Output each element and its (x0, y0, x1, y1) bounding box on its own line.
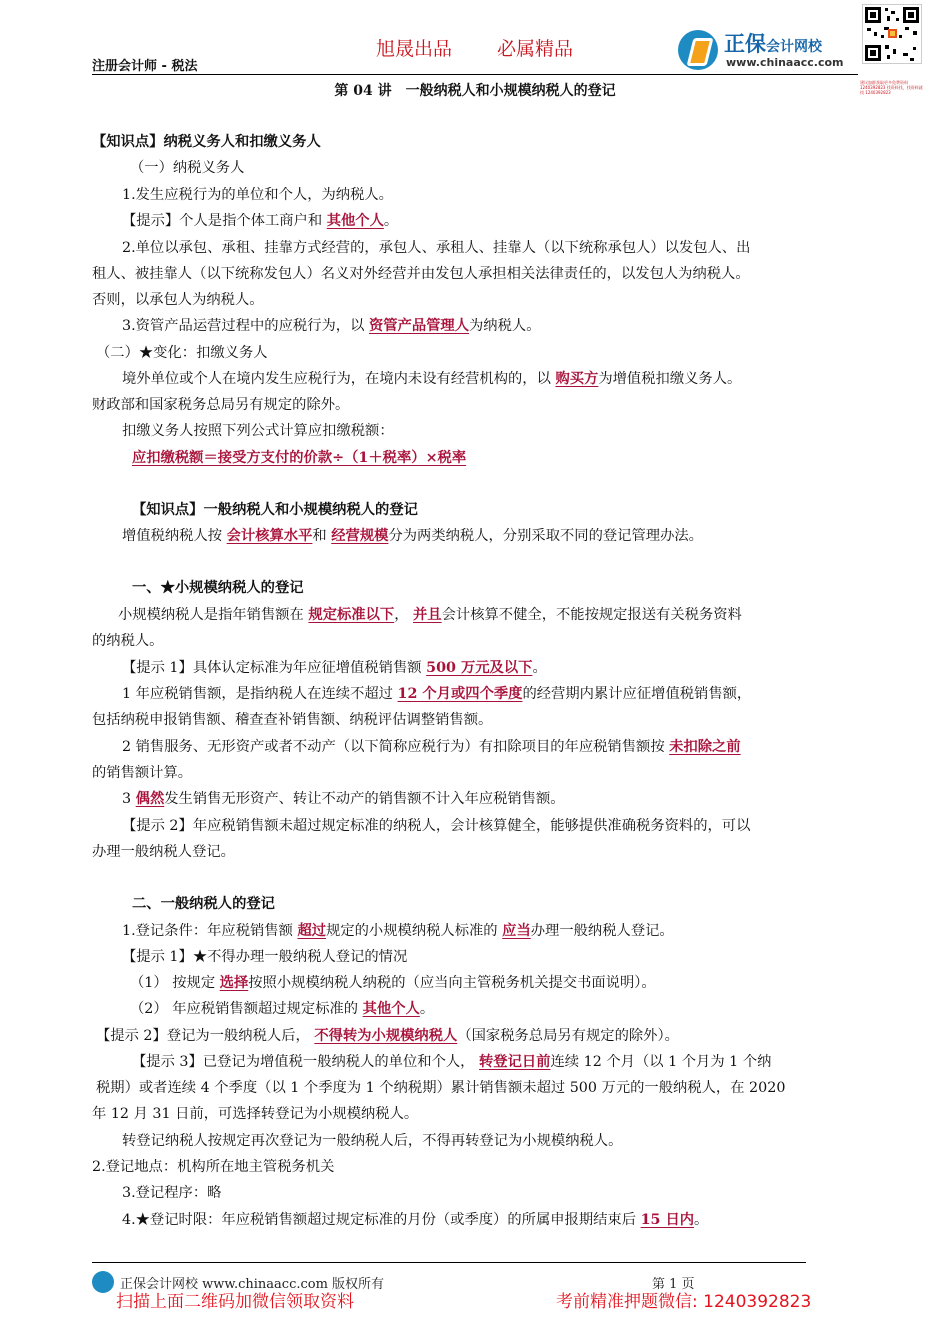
paragraph: 办理一般纳税人登记。 (92, 844, 235, 860)
paragraph: 1.登记条件：年应税销售额 超过规定的小规模纳税人标准的 应当办理一般纳税人登记。 (122, 923, 674, 939)
tip-line: 【提示 1】具体认定标准为年应征增值税销售额 500 万元及以下。 (122, 660, 547, 676)
section-general: 二、一般纳税人的登记 (132, 896, 275, 912)
section-small-scale: 一、★小规模纳税人的登记 (132, 580, 304, 596)
paragraph: 财政部和国家税务总局另有规定的除外。 (92, 397, 350, 413)
header-divider (92, 74, 858, 75)
section-taxpayer: （一）纳税义务人 (130, 160, 245, 176)
qr-caption: 建议加群获取更多免费资料 1240392823 找资料找，找资料就找 1240392823 (860, 80, 923, 95)
paragraph: 增值税纳税人按 会计核算水平和 经营规模分为两类纳税人，分别采取不同的登记管理办法。 (122, 528, 703, 544)
paragraph: 1 年应税销售额，是指纳税人在连续不超过 12 个月或四个季度的经营期内累计应征增值税销售额， (122, 686, 752, 702)
paragraph: 2.登记地点：机构所在地主管税务机关 (92, 1159, 335, 1175)
paragraph: 1.发生应税行为的单位和个人，为纳税人。 (122, 187, 393, 203)
logo-url: www.chinaacc.com (726, 56, 844, 69)
tip-line: 【提示 3】已登记为增值税一般纳税人的单位和个人， 转登记日前连续 12 个月（以 1 个月为 1 个纳 (132, 1054, 772, 1070)
footer-promo-right: 考前精准押题微信: 1240392823 (556, 1292, 812, 1312)
footer-promo-left: 扫描上面二维码加微信领取资料 (116, 1292, 354, 1312)
chinaacc-logo (678, 28, 858, 72)
paragraph: 的纳税人。 (92, 633, 164, 649)
paragraph: 4.★登记时限：年应税销售额超过规定标准的月份（或季度）的所属申报期结束后 15 日内。 (122, 1212, 709, 1228)
tip-line: 【提示 2】年应税销售额未超过规定标准的纳税人，会计核算健全，能够提供准确税务资料的，可以 (122, 818, 751, 834)
paragraph: 小规模纳税人是指年销售额在 规定标准以下， 并且会计核算不健全，不能按规定报送有关税务资料 (118, 607, 742, 623)
qr-code-icon (862, 4, 922, 64)
footer-logo-icon (92, 1271, 114, 1293)
subject-label: 注册会计师 - 税法 (92, 59, 198, 74)
list-item: （2） 年应税销售额超过规定标准的 其他个人。 (130, 1001, 435, 1017)
kp-heading-2: 【知识点】一般纳税人和小规模纳税人的登记 (132, 502, 418, 518)
paragraph: 3.登记程序：略 (122, 1185, 222, 1201)
paragraph: 2 销售服务、无形资产或者不动产（以下简称应税行为）有扣除项目的年应税销售额按 未扣除之前 (122, 739, 741, 755)
paragraph: 包括纳税申报销售额、稽查查补销售额、纳税评估调整销售额。 (92, 712, 493, 728)
kp-heading-1: 【知识点】纳税义务人和扣缴义务人 (92, 134, 321, 150)
footer-copyright: 正保会计网校 www.chinaacc.com 版权所有 (120, 1277, 385, 1292)
promo-right-text: 必属精品 (497, 38, 574, 60)
tip-line: 【提示】个人是指个体工商户和 其他个人。 (122, 213, 399, 229)
section-withholding: （二）★变化：扣缴义务人 (96, 345, 268, 361)
paragraph: 税期）或者连续 4 个季度（以 1 个季度为 1 个纳税期）累计销售额未超过 500 万元的一般纳税人，在 2020 (96, 1080, 786, 1096)
paragraph: 否则，以承包人为纳税人。 (92, 292, 264, 308)
promo-left-text: 旭晟出品 (376, 38, 453, 60)
footer-divider (92, 1262, 806, 1263)
page-number: 第 1 页 (652, 1277, 695, 1292)
paragraph: 转登记纳税人按规定再次登记为一般纳税人后，不得再转登记为小规模纳税人。 (122, 1133, 623, 1149)
tip-line: 【提示 1】★不得办理一般纳税人登记的情况 (122, 949, 408, 965)
logo-name: 正保会计网校 (724, 32, 822, 56)
tip-line: 【提示 2】登记为一般纳税人后， 不得转为小规模纳税人（国家税务总局另有规定的除外）。 (96, 1028, 679, 1044)
paragraph: 租人、被挂靠人（以下统称发包人）名义对外经营并由发包人承担相关法律责任的，以发包人为纳税人。 (92, 266, 750, 282)
logo-mark-icon (678, 30, 718, 70)
paragraph: 境外单位或个人在境内发生应税行为，在境内未设有经营机构的，以 购买方为增值税扣缴义务人。 (122, 371, 742, 387)
paragraph: 3 偶然发生销售无形资产、转让不动产的销售额不计入年应税销售额。 (122, 791, 565, 807)
paragraph: 2.单位以承包、承租、挂靠方式经营的，承包人、承租人、挂靠人（以下统称承包人）以发包人、出 (122, 240, 751, 256)
paragraph: 扣缴义务人按照下列公式计算应扣缴税额： (122, 423, 394, 439)
list-item: （1） 按规定 选择按照小规模纳税人纳税的（应当向主管税务机关提交书面说明）。 (130, 975, 656, 991)
paragraph: 年 12 月 31 日前，可选择转登记为小规模纳税人。 (92, 1106, 419, 1122)
paragraph: 的销售额计算。 (92, 765, 193, 781)
paragraph: 3.资管产品运营过程中的应税行为，以 资管产品管理人为纳税人。 (122, 318, 541, 334)
formula: 应扣缴税额＝接受方支付的价款÷（1＋税率）×税率 (132, 450, 467, 466)
lecture-title: 第 04 讲 一般纳税人和小规模纳税人的登记 (334, 83, 616, 99)
